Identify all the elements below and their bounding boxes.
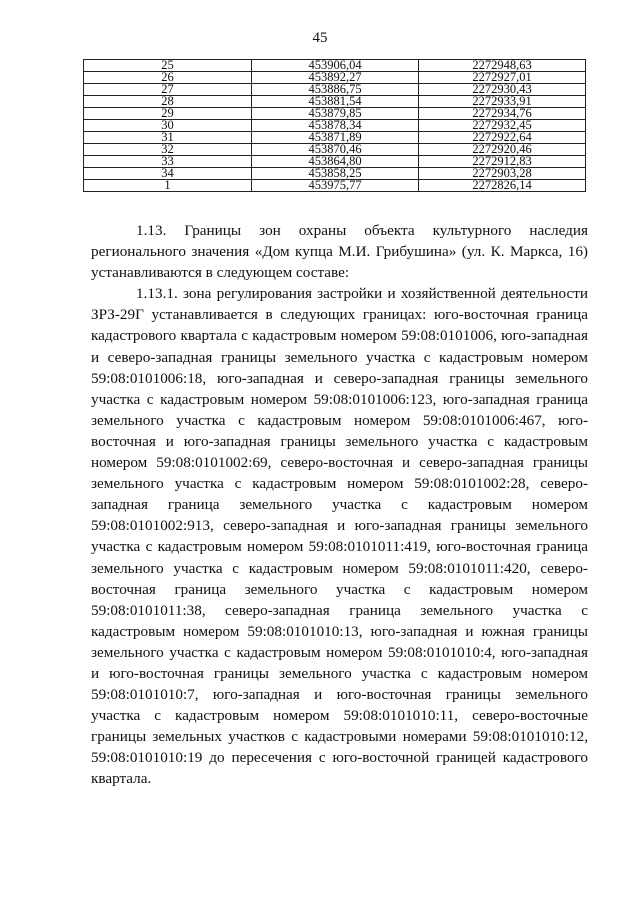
y-coordinate-cell: 2272934,76 [419,108,586,120]
x-coordinate-cell: 453858,25 [252,168,419,180]
y-coordinate-cell: 2272932,45 [419,120,586,132]
x-coordinate-cell: 453879,85 [252,108,419,120]
y-coordinate-cell: 2272933,91 [419,96,586,108]
paragraph-1-13-1: 1.13.1. зона регулирования застройки и хозяйственной деятельности ЗРЗ-29Г устанавливается в следующих границах: юго-восточная граница кадастрового квартала с кадастровым номером 59:08:0101006, юго-западная и северо-западная границы земельного участка с кадастровым номером 59:08:0101006:18, юго-западная и северо-западная границы земельного участка с кадастровым номером 59:08:0101006:123, юго-западная граница земельного участка с кадастровым номером 59:08:0101006:467, юго-восточная и юго-западная границы земельного участка с кадастровым номером 59:08:0101002:69, северо-восточная и северо-западная границы земельного участка с кадастровым номером 59:08:0101002:28, северо-западная граница земельного участка с кадастровым номером 59:08:0101002:913, северо-западная и юго-западная границы земельного участка с кадастровым номером 59:08:0101011:419, юго-восточная граница земельного участка с кадастровым номером 59:08:0101011:420, северо-восточная граница земельного участка с кадастровым номером 59:08:0101011:38, северо-западная граница земельного участка с кадастровым номером 59:08:0101010:13, юго-западная и южная границы земельного участка с кадастровым номером 59:08:0101010:4, юго-западная и юго-восточная границы земельного участка с кадастровым номером 59:08:0101010:7, юго-западная и юго-восточная границы земельного участка с кадастровым номером 59:08:0101010:11, северо-восточные границы земельных участков с кадастровыми номерами 59:08:0101010:12, 59:08:0101010:19 до пересечения с юго-восточной границей кадастрового квартала. [91,285,588,788]
y-coordinate-cell: 2272912,83 [419,156,586,168]
document-body [91,220,588,790]
page-number: 45 [312,30,328,46]
x-coordinate-cell: 453881,54 [252,96,419,108]
x-coordinate-cell: 453878,34 [252,120,419,132]
paragraph-1-13: 1.13. Границы зон охраны объекта культурного наследия регионального значения «Дом купца М.И. Грибушина» (ул. К. Маркса, 16) устанавливаются в следующем составе: [91,222,588,282]
point-number-cell: 30 [84,120,252,132]
y-coordinate-cell: 2272930,43 [419,84,586,96]
x-coordinate-cell: 453871,89 [252,132,419,144]
point-number-cell: 32 [84,144,252,156]
y-coordinate-cell: 2272826,14 [419,180,586,192]
y-coordinate-cell: 2272922,64 [419,132,586,144]
point-number-cell: 31 [84,132,252,144]
coordinates-table-body [84,60,586,192]
y-coordinate-cell: 2272927,01 [419,72,586,84]
x-coordinate-cell: 453864,80 [252,156,419,168]
point-number-cell: 28 [84,96,252,108]
x-coordinate-cell: 453906,04 [252,60,419,72]
x-coordinate-cell: 453892,27 [252,72,419,84]
y-coordinate-cell: 2272920,46 [419,144,586,156]
point-number-cell: 29 [84,108,252,120]
point-number-cell: 27 [84,84,252,96]
x-coordinate-cell: 453886,75 [252,84,419,96]
coordinates-table [83,59,586,192]
x-coordinate-cell: 453870,46 [252,144,419,156]
point-number-cell: 33 [84,156,252,168]
point-number-cell: 25 [84,60,252,72]
point-number-cell: 1 [84,180,252,192]
table-row [84,180,586,192]
point-number-cell: 34 [84,168,252,180]
y-coordinate-cell: 2272948,63 [419,60,586,72]
y-coordinate-cell: 2272903,28 [419,168,586,180]
point-number-cell: 26 [84,72,252,84]
x-coordinate-cell: 453975,77 [252,180,419,192]
